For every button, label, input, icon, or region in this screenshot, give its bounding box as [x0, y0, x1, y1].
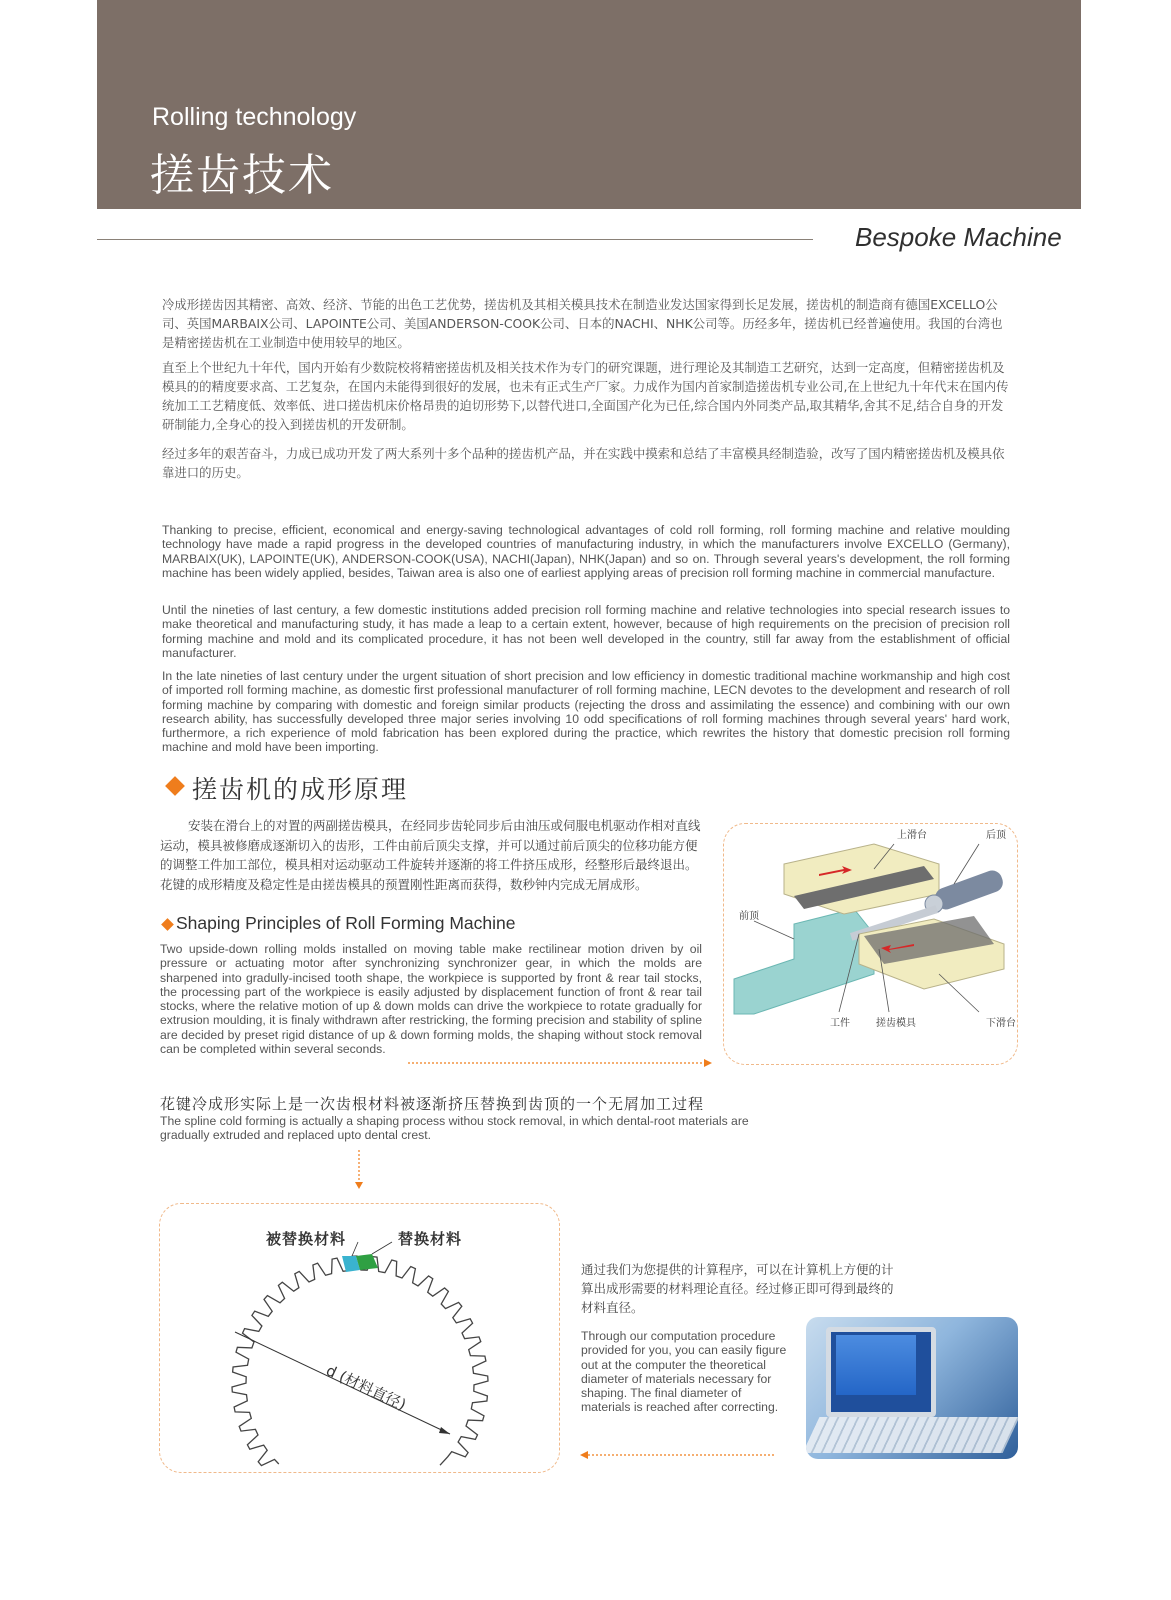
- header-title-en: Rolling technology: [152, 103, 357, 131]
- intro-zh-paragraph-1: 冷成形搓齿因其精密、高效、经济、节能的出色工艺优势，搓齿机及其相关模具技术在制造业发达国家得到长足发展，搓齿机的制造商有德国EXCELLO公司、英国MARBAIX公司、LAPOINTE公司、美国ANDERSON-COOK公司、日本的NACHI、NHK公司等。历经多年，搓齿机已经普遍使用。我国的台湾也是精密搓齿机在工业制造中使用较早的地区。: [162, 297, 1003, 350]
- header-title-zh: 搓齿技术: [150, 150, 334, 201]
- label-upper-slide: 上滑台: [897, 830, 927, 841]
- calc-body-zh: 通过我们为您提供的计算程序，可以在计算机上方便的计算出成形需要的材料理论直径。经过修正即可得到最终的材料直径。: [581, 1262, 894, 1315]
- brand-tagline: Bespoke Machine: [855, 222, 1062, 252]
- label-rear-center: 后顶: [986, 830, 1006, 841]
- machine-diagram-box: [723, 823, 1018, 1065]
- section-bullet-diamond: [165, 776, 185, 796]
- computer-photo: [806, 1317, 1018, 1459]
- intro-en-paragraph-1: Thanking to precise, efficient, economical and energy-saving technological advantages of cold roll forming, roll forming machine and relative moulding technology have made a rapid progress in the developed countries of manufacturing industry, in which the manufacturers involve EXCELLO (Germany), MARBAIX(UK), LAPOINTE(UK), ANDERSON-COOK(USA), NACHI(Japan), NHK(Japan) and so on. Through several years's development, the roll forming machine has been widely applied, besides, Taiwan area is also one of earliest applying areas of precision roll forming machine in commercial manufacture.: [162, 523, 1010, 580]
- dotted-arrow-down: [354, 1150, 364, 1190]
- shaping-body-en: Two upside-down rolling molds installed on moving table make rectilinear motion driven by oil pressure or actuating motor after synchronizing synchronizer gear, in which the molds are sharpened into gradully-incised tooth shape, the workpiece is supported by front & rear tail stocks, the processing part of the workpiece is easily adjusted by displacement function of front & rear tail stocks, where the relative motion of up & down molds can drive the workpiece to rotate gradually for extrusion moulding, it is finaly withdrawn after restricking, the forming precision and stability of spline are decided by preset rigid distance of up & down forming molds, the shaping without stock removal can be completed within several seconds.: [160, 942, 702, 1057]
- intro-en-paragraph-3: In the late nineties of last century under the urgent situation of short precision and low efficiency in domestic traditional machine workmanship and high cost of imported roll forming machine, as domestic first professional manufacturer of roll forming machine, LECN devotes to the development and research of roll forming machine by comparing with domestic and foreign similar products (rejecting the dross and assimilating the essence) and combining with our own research ability, has successfully developed three major series involving 10 odd specifications of roll forming machines through several years' hard work, furthermore, a rich experience of mold fabrication has been explored during the practice, which rewrites the history that domestic precision roll forming machine and mold have been importing.: [162, 669, 1010, 755]
- label-replaced-material: 被替换材料: [266, 1230, 347, 1248]
- shaping-title-zh: 搓齿机的成形原理: [192, 775, 409, 804]
- label-front-center: 前顶: [739, 911, 759, 922]
- dotted-arrow-left: [580, 1450, 780, 1460]
- label-material-diameter: d (材料直径): [323, 1361, 409, 1414]
- dotted-arrow-right: [408, 1058, 713, 1068]
- label-die: 搓齿模具: [876, 1018, 916, 1029]
- label-lower-slide: 下滑台: [986, 1018, 1016, 1029]
- gear-diagram-box: [159, 1203, 560, 1473]
- calc-body-en: Through our computation procedure provided for you, you can easily figure out at the computer the theoretical diameter of materials necessary for shaping. The final diameter of materials is reached after correcting.: [581, 1329, 787, 1415]
- divider-rule: [97, 239, 813, 240]
- label-replacing-material: 替换材料: [398, 1230, 463, 1248]
- gear-profile-illustration: [160, 1204, 559, 1472]
- label-workpiece: 工件: [830, 1018, 850, 1029]
- shaping-body-zh: 安装在滑台上的对置的两副搓齿模具，在经同步齿轮同步后由油压或伺服电机驱动作相对直线运动，模具被修磨成逐渐切入的齿形，工件由前后顶尖支撑，并可以通过前后顶尖的位移功能方便的调整工件加工部位，模具相对运动驱动工件旋转并逐渐的将工件挤压成形，经整形后最终退出。花键的成形精度及稳定性是由搓齿模具的预置刚性距离而获得，数秒钟内完成无屑成形。: [160, 818, 701, 892]
- intro-zh-paragraph-3: 经过多年的艰苦奋斗，力成已成功开发了两大系列十多个品种的搓齿机产品，并在实践中摸索和总结了丰富模具经制造验，改写了国内精密搓齿机及模具依靠进口的历史。: [162, 446, 1005, 480]
- subsection-bullet-diamond: [161, 918, 174, 931]
- roll-forming-machine-illustration: [724, 824, 1017, 1064]
- spline-body-en: The spline cold forming is actually a shaping process withou stock removal, in which dental-root materials are gradually extruded and replaced upto dental crest.: [160, 1114, 749, 1143]
- intro-zh-paragraph-2: 直至上个世纪九十年代，国内开始有少数院校将精密搓齿机及相关技术作为专门的研究课题，进行理论及其制造工艺研究，达到一定高度，但精密搓齿机及模具的的精度要求高、工艺复杂，在国内未能得到很好的发展，也未有正式生产厂家。力成作为国内首家制造搓齿机专业公司,在上世纪九十年代末在国内传统加工工艺精度低、效率低、进口搓齿机床价格昂贵的迫切形势下,以替代进口,全面国产化为已任,综合国内外同类产品,取其精华,舍其不足,结合自身的开发研制能力,全身心的投入到搓齿机的开发研制。: [162, 360, 1009, 432]
- shaping-title-en: Shaping Principles of Roll Forming Machine: [176, 913, 516, 933]
- spline-title-zh: 花键冷成形实际上是一次齿根材料被逐渐挤压替换到齿顶的一个无屑加工过程: [160, 1095, 705, 1113]
- intro-en-paragraph-2: Until the nineties of last century, a few domestic institutions added precision roll forming machine and relative technologies into special research issues to make theoretical and manufacturing study, it has made a leap to a certain extent, however, because of high requirements on the precision of precision roll forming machine and mold and its complicated procedure, it has not been well developed in the country, still far away from the establishment of official manufacturer.: [162, 603, 1010, 660]
